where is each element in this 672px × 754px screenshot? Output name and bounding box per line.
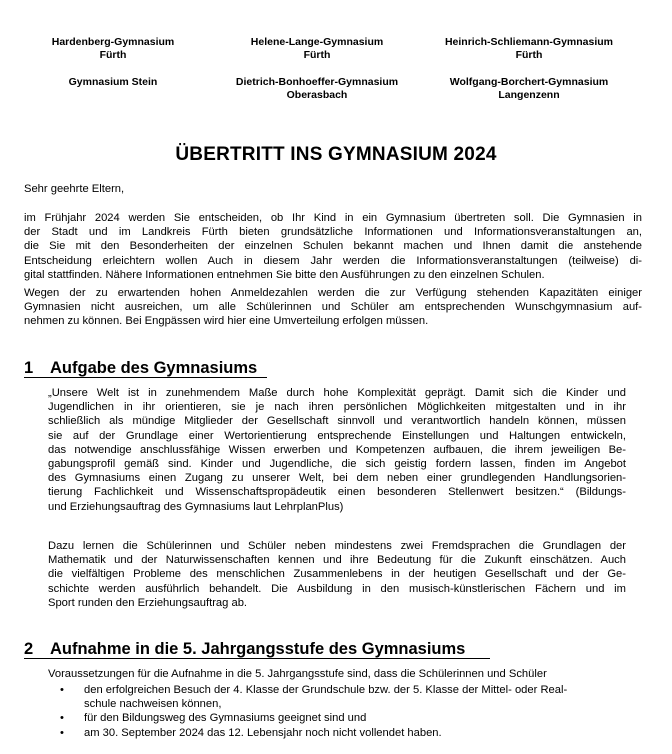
text-line: Jugendlichen in ihr orientieren, sie je nach ihren persönlichen Möglichkeiten mitgestalten und in ihr [48, 401, 626, 414]
school-city: Fürth [303, 49, 331, 61]
text-line: Sehr geehrte Eltern, [24, 183, 125, 195]
text-line: schule nachweisen können, [84, 698, 222, 711]
list-item [48, 711, 638, 725]
bullet-icon: • [60, 726, 64, 739]
list-item [48, 683, 638, 711]
school-city: Oberasbach [286, 89, 348, 101]
school-entry [212, 36, 422, 62]
text-line: Voraussetzungen für die Aufnahme in die 5. Jahrgangsstufe sind, dass die Schülerinnen und Schüler [48, 668, 547, 680]
text-line: gital stattfinden. Nähere Informationen entnehmen Sie bitte den Ausführungen zu den einzelnen Schulen. [24, 268, 545, 281]
school-name: Dietrich-Bonhoeffer-Gymnasium [235, 76, 399, 88]
school-entry [424, 36, 634, 62]
text-line: am 30. September 2024 das 12. Lebensjahr noch nicht vollendet haben. [84, 726, 442, 739]
text-line: und Erziehungsauftrag des Gymnasiums laut LehrplanPlus) [48, 500, 344, 513]
school-entry [8, 36, 218, 62]
section-number: 2 [24, 640, 34, 658]
section-title: Aufgabe des Gymnasiums [50, 359, 258, 377]
section2-lead [48, 667, 626, 681]
text-line: den erfolgreichen Besuch der 4. Klasse der Grundschule bzw. der 5. Klasse der Mittel- oder Real- [84, 684, 568, 696]
text-line: Entscheidung erleichtern wollen Auch in diesem Jahr werden die Informationsveranstaltungen (teilweise) di- [24, 254, 642, 267]
text-line: der Stadt und im Landkreis Fürth bieten grundsätzliche Informationen und Informationsveranstaltungen an, [24, 226, 642, 239]
school-city: Fürth [99, 49, 127, 61]
list-item [48, 726, 638, 740]
capacity-paragraph [24, 286, 642, 329]
text-line: Gymnasien nicht ausreichen, um alle Schülerinnen und Schüler am entsprechenden Wunschgymnasium auf- [24, 301, 642, 314]
text-line: die Sie mit den Besonderheiten der einzelnen Schulen bekannt machen und Ihnen damit die anstehende [24, 240, 642, 253]
text-line: für den Bildungsweg des Gymnasiums geeignet sind und [84, 712, 367, 725]
salutation [24, 182, 642, 196]
text-line: im Frühjahr 2024 werden Sie entscheiden, ob Ihr Kind in ein Gymnasium übertreten soll. Die Gymnasien in [24, 212, 642, 224]
text-line: nehmen zu können. Bei Engpässen wird hier eine Umverteilung erfolgen müssen. [24, 315, 429, 328]
text-line: Mathematik und der Naturwissenschaften kennen und ihre Bedeutung für die Zukunft einschätzen. Auch [48, 554, 626, 567]
text-line: schichte werden ausführlich behandelt. Die Ausbildung in den musisch-künstlerischen Fächern und im [48, 582, 626, 595]
section-number: 1 [24, 359, 34, 377]
text-line: tierung Fachlichkeit und Wissenschaftspropädeutik einen besonderen Stellenwert besitzen.“ (Bildungs- [48, 486, 626, 499]
section1-body [48, 539, 626, 610]
text-line: „Unsere Welt ist in zunehmendem Maße durch hohe Komplexität geprägt. Damit sich die Kinder und [48, 387, 626, 399]
text-line: das notwendige anschlussfähige Wissen erwerben und Kompetenzen aufbauen, die ihrem jeweiligen Be- [48, 443, 626, 456]
requirements-list [48, 683, 638, 740]
text-line: Sport runden den Erziehungsauftrag ab. [48, 596, 248, 609]
heading-underline [24, 377, 267, 378]
text-line: Wegen der zu erwartenden hohen Anmeldezahlen werden die zur Verfügung stehenden Kapazitäten einiger [24, 287, 642, 299]
school-name: Wolfgang-Borchert-Gymnasium [449, 76, 609, 88]
school-name: Heinrich-Schliemann-Gymnasium [444, 36, 614, 48]
section-heading [24, 359, 257, 378]
school-entry [424, 76, 634, 102]
school-name: Helene-Lange-Gymnasium [250, 36, 384, 48]
heading-underline [24, 658, 490, 659]
school-city: Langenzenn [498, 89, 560, 101]
school-name: Gymnasium Stein [68, 76, 158, 88]
intro-paragraph [24, 211, 642, 282]
section-title: Aufnahme in die 5. Jahrgangsstufe des Gymnasiums [50, 640, 466, 658]
text-line: schließlich als mündige Mitglieder der Gesellschaft sinnvoll und verantwortlich handeln können, müssen [48, 415, 626, 428]
bullet-icon: • [60, 684, 64, 696]
text-line: die vielfältigen Probleme des menschlichen Zusammenlebens in der heutigen Gesellschaft und der Ge- [48, 568, 626, 581]
section-heading [24, 640, 465, 659]
school-name: Hardenberg-Gymnasium [51, 36, 175, 48]
text-line: sie auf der Grundlage einer Wertorientierung entsprechende Einstellungen und Haltungen entwickeln, [48, 429, 626, 442]
text-line: des Gymnasiums einen Zugang zu unserer Welt, bei dem neben einer grundlegenden Handlungsorien- [48, 472, 626, 485]
school-city: Fürth [515, 49, 543, 61]
text-line: gabungsprofil gemäß sind. Kinder und Jugendliche, die sich geistig fordern lassen, finden im Angebot [48, 458, 626, 471]
text-line: Dazu lernen die Schülerinnen und Schüler neben mindestens zwei Fremdsprachen die Grundlagen der [48, 540, 626, 552]
bullet-icon: • [60, 712, 64, 725]
section1-quote [48, 386, 626, 514]
school-entry [212, 76, 422, 102]
school-entry [8, 76, 218, 89]
page-title: ÜBERTRITT INS GYMNASIUM 2024 [175, 144, 497, 165]
